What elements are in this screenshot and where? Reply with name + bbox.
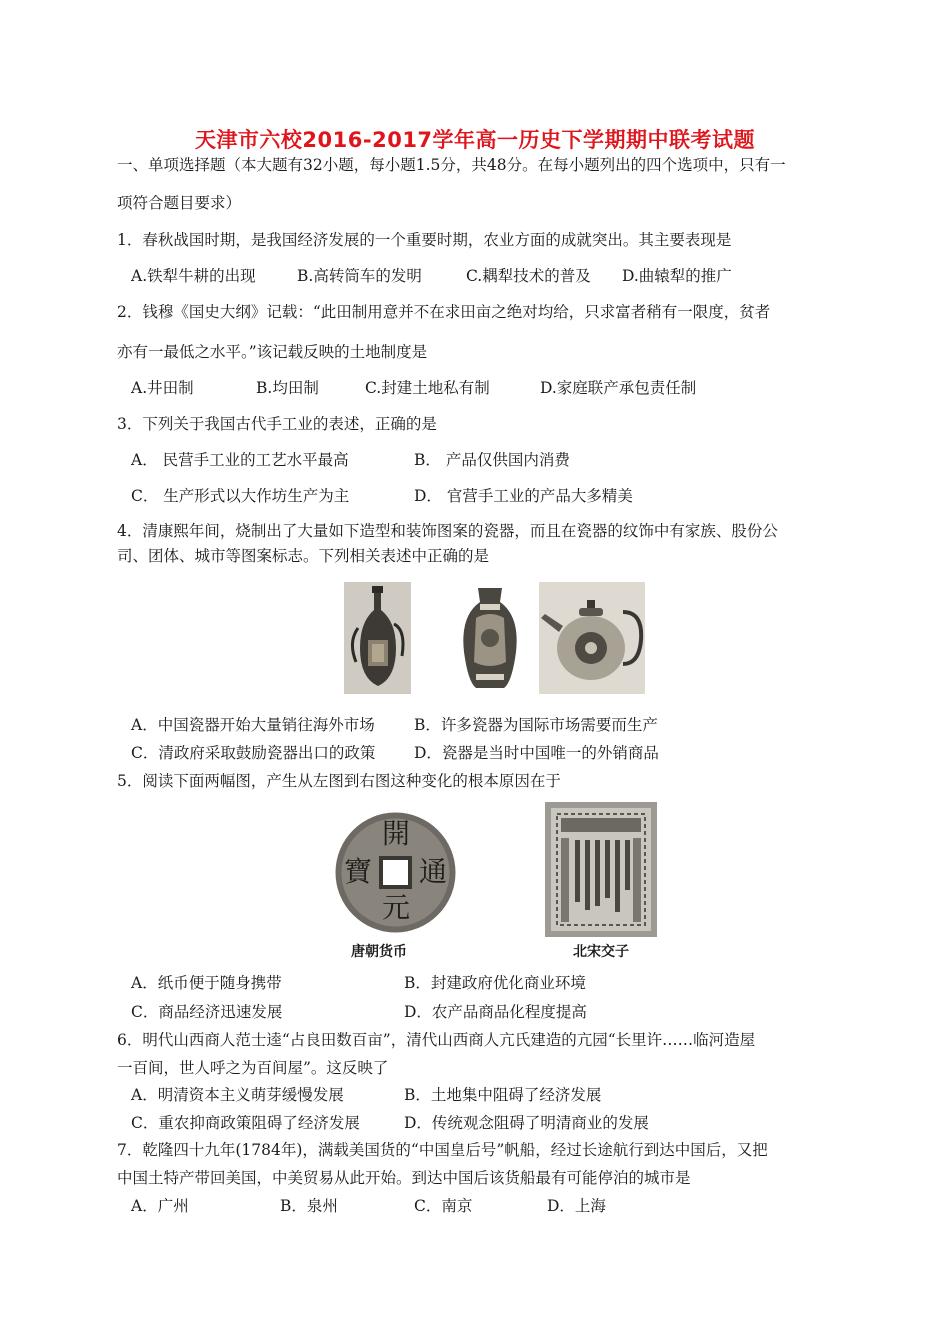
q6-stem-line1: 6．明代山西商人范士逵“占良田数百亩”，清代山西商人亢氏建造的亢园“长里许……临河造屋 bbox=[117, 1031, 756, 1049]
q5-stem: 5．阅读下面两幅图，产生从左图到右图这种变化的根本原因在于 bbox=[117, 772, 561, 790]
q2-option-b[interactable]: B.均田制 bbox=[256, 379, 319, 397]
q5-option-a[interactable]: A．纸币便于随身携带 bbox=[131, 974, 282, 992]
q6-option-c[interactable]: C．重农抑商政策阻碍了经济发展 bbox=[131, 1114, 360, 1132]
q1-option-a[interactable]: A.铁犁牛耕的出现 bbox=[131, 267, 256, 285]
coin-char-bottom: 元 bbox=[381, 891, 410, 924]
q4-option-c[interactable]: C．清政府采取鼓励瓷器出口的政策 bbox=[131, 744, 376, 762]
q2-option-a[interactable]: A.井田制 bbox=[131, 379, 194, 397]
q7-option-b[interactable]: B．泉州 bbox=[280, 1197, 338, 1215]
song-jiaozi-image bbox=[545, 802, 657, 937]
q6-option-b[interactable]: B．土地集中阻碍了经济发展 bbox=[404, 1086, 602, 1104]
page-title: 天津市六校2016-2017学年高一历史下学期期中联考试题 bbox=[194, 128, 756, 152]
q1-stem: 1．春秋战国时期，是我国经济发展的一个重要时期，农业方面的成就突出。其主要表现是 bbox=[117, 231, 732, 249]
q4-stem-line1: 4．清康熙年间，烧制出了大量如下造型和装饰图案的瓷器，而且在瓷器的纹饰中有家族、股份公 bbox=[117, 522, 778, 540]
section-instruction-line2: 项符合题目要求） bbox=[117, 194, 242, 212]
q1-option-b[interactable]: B.高转筒车的发明 bbox=[297, 267, 422, 285]
q3-option-c[interactable]: C． 生产形式以大作坊生产为主 bbox=[131, 487, 350, 505]
q3-option-a[interactable]: A． 民营手工业的工艺水平最高 bbox=[131, 451, 349, 469]
section-instruction-line1: 一、单项选择题（本大题有32小题，每小题1.5分，共48分。在每小题列出的四个选项中，只有一 bbox=[117, 156, 786, 174]
q6-stem-line2: 一百间，世人呼之为百间屋”。这反映了 bbox=[117, 1059, 389, 1077]
q1-option-d[interactable]: D.曲辕犁的推广 bbox=[622, 267, 732, 285]
q7-stem-line1: 7．乾隆四十九年(1784年)，满载美国货的“中国皇后号”帆船，经过长途航行到达中国后，又把 bbox=[117, 1141, 768, 1159]
q2-option-d[interactable]: D.家庭联产承包责任制 bbox=[540, 379, 697, 397]
q4-option-b[interactable]: B．许多瓷器为国际市场需要而生产 bbox=[414, 716, 658, 734]
tang-coin-caption: 唐朝货币 bbox=[351, 944, 407, 960]
q2-stem-line2: 亦有一最低之水平。”该记载反映的土地制度是 bbox=[117, 343, 428, 361]
porcelain-teapot-image bbox=[539, 582, 645, 694]
q4-stem-line2: 司、团体、城市等图案标志。下列相关表述中正确的是 bbox=[117, 547, 490, 565]
q5-option-d[interactable]: D．农产品商品化程度提高 bbox=[404, 1003, 587, 1021]
q7-option-a[interactable]: A．广州 bbox=[131, 1197, 189, 1215]
q4-option-a[interactable]: A．中国瓷器开始大量销往海外市场 bbox=[131, 716, 375, 734]
q7-option-d[interactable]: D．上海 bbox=[547, 1197, 606, 1215]
q5-option-b[interactable]: B．封建政府优化商业环境 bbox=[404, 974, 586, 992]
porcelain-vase-image bbox=[454, 582, 526, 694]
q3-option-d[interactable]: D． 官营手工业的产品大多精美 bbox=[414, 487, 633, 505]
q2-stem-line1: 2．钱穆《国史大纲》记载：“此田制用意并不在求田亩之绝对均给，只求富者稍有一限度，贫者 bbox=[117, 303, 771, 321]
q4-option-d[interactable]: D．瓷器是当时中国唯一的外销商品 bbox=[414, 744, 659, 762]
q5-option-c[interactable]: C．商品经济迅速发展 bbox=[131, 1003, 283, 1021]
coin-char-right: 通 bbox=[418, 855, 447, 888]
tang-coin-image bbox=[328, 810, 463, 935]
coin-char-left: 寶 bbox=[343, 855, 372, 888]
porcelain-ewer-image bbox=[344, 582, 411, 694]
q6-option-d[interactable]: D．传统观念阻碍了明清商业的发展 bbox=[404, 1114, 649, 1132]
q3-option-b[interactable]: B． 产品仅供国内消费 bbox=[414, 451, 570, 469]
coin-char-top: 開 bbox=[381, 817, 410, 850]
q7-stem-line2: 中国土特产带回美国，中美贸易从此开始。到达中国后该货船最有可能停泊的城市是 bbox=[117, 1169, 691, 1187]
q6-option-a[interactable]: A．明清资本主义萌芽缓慢发展 bbox=[131, 1086, 344, 1104]
song-jiaozi-caption: 北宋交子 bbox=[573, 944, 629, 960]
q2-option-c[interactable]: C.封建土地私有制 bbox=[365, 379, 490, 397]
q3-stem: 3．下列关于我国古代手工业的表述，正确的是 bbox=[117, 415, 437, 433]
q7-option-c[interactable]: C．南京 bbox=[414, 1197, 473, 1215]
q1-option-c[interactable]: C.耦犁技术的普及 bbox=[466, 267, 591, 285]
